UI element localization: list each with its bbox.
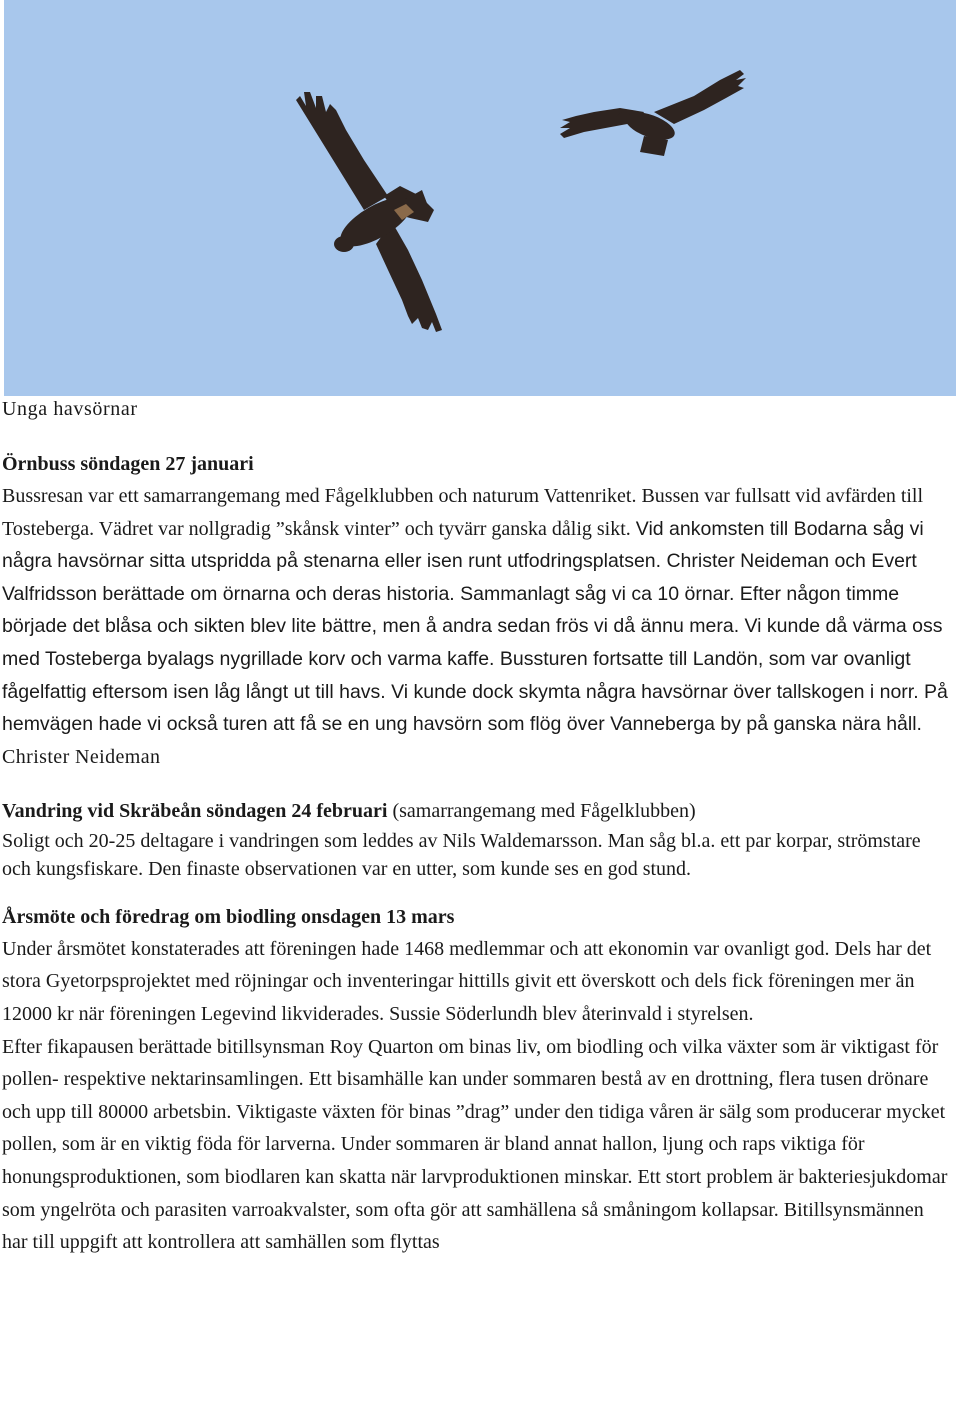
article-body: Under årsmötet konstaterades att föreningen hade 1468 medlemmar och att ekonomin var ovanligt god. Dels har det stora Gyetorpsprojektet med röjningar och inventeringar hittills givit ett överskott och dels fick föreningen mer än 12000 kr när föreningen Legevind likviderades. Sussie Söderlundh blev återinvald i styrelsen. <box>2 937 932 1025</box>
article-heading-note: (samarrangemang med Fågelklubben) <box>387 799 696 822</box>
article-body: Efter fikapausen berättade bitillsynsman Roy Quarton om binas liv, om biodling och vilka växter som är viktigast för pollen- respektive nektarinsamlingen. Ett bisamhälle kan under sommaren bestå av en drottning, flera tusen drönare och upp till 80000 arbetsbin. Viktigaste växten för binas ”drag” under den tidiga våren är sälg som producerar mycket pollen, som är en viktig föda för larverna. Under sommaren är bland annat hallon, ljung och raps viktiga för honungsproduktionen, som biodlaren kan skatta när larvproduktionen minskar. Ett stort problem är bakteriesjukdomar som yngelröta och parasiten varroakvalster, som ofta gör att samhällena så småningom kollapsar. Bitillsynsmännen har till uppgift att kontrollera att samhällen som flyttas <box>2 1035 948 1254</box>
article-heading: Årsmöte och föredrag om biodling onsdagen 13 mars <box>2 905 455 928</box>
article-annual-meeting <box>2 901 952 1259</box>
article-eagle-bus <box>2 448 952 773</box>
article-body: Soligt och 20-25 deltagare i vandringen som leddes av Nils Waldemarsson. Man såg bl.a. ett par korpar, strömstare och kungsfiskare. Den finaste observationen var en utter, som kunde ses en god stund. <box>2 829 921 880</box>
eagles-photo <box>4 0 956 396</box>
article-signature: Christer Neideman <box>2 745 161 768</box>
article-heading: Örnbuss söndagen 27 januari <box>2 453 254 475</box>
article-heading: Vandring vid Skräbeån söndagen 24 februari <box>2 799 388 822</box>
eagles-illustration <box>4 0 956 396</box>
article-body <box>2 480 952 741</box>
article-heading-line <box>2 795 952 827</box>
article-body-part: Vid ankomsten till Bodarna såg vi några havsörnar sitta utspridda på stenarna eller isen runt utfodringsplatsen. Christer Neideman och Evert Valfridsson berättade om örnarna och deras historia. Sammanlagt såg vi ca 10 örnar. Efter någon timme började det blåsa och sikten blev lite bättre, men å andra sedan frös vi då ännu mera. Vi kunde då värma oss med Tosteberga byalags nygrillade korv och varma kaffe. Bussturen fortsatte till Landön, som var ovanligt fågelfattig eftersom isen låg långt ut till havs. Vi kunde dock skymta några havsörnar över tallskogen i norr. På hemvägen hade vi också turen att få se en ung havsörn som flög över Vanneberga by på ganska nära håll. <box>2 517 948 736</box>
article-column <box>2 448 952 1259</box>
article-hike <box>2 795 952 883</box>
article-body-part: Bussresan var ett samarrangemang med Fågelklubben och naturum Vattenriket. Bussen var fullsatt vid avfärden till Tosteberga. Vädret var nollgradig ”skånsk vinter” och tyvärr ganska dålig sikt. <box>2 485 924 540</box>
photo-caption: Unga havsörnar <box>2 398 138 420</box>
